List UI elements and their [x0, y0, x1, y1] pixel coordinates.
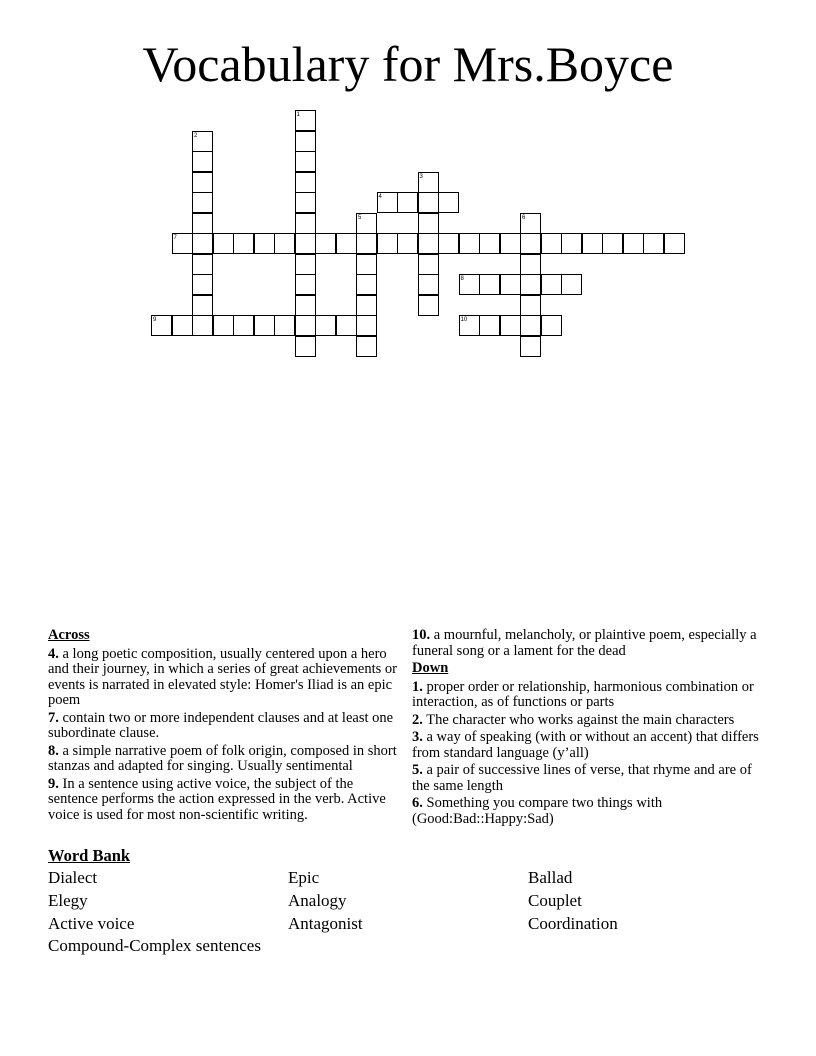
clue-number: 6.	[412, 795, 423, 811]
grid-cell[interactable]	[479, 274, 500, 295]
word-bank-item: Couplet	[528, 891, 582, 910]
grid-clue-number: 5	[358, 214, 362, 221]
grid-cell[interactable]	[315, 233, 336, 254]
clue-number: 4.	[48, 645, 59, 662]
grid-clue-number: 10	[460, 317, 468, 323]
grid-cell[interactable]	[602, 233, 623, 254]
grid-cell[interactable]	[356, 233, 377, 254]
grid-clue-number: 6	[522, 214, 526, 221]
grid-cell[interactable]	[295, 315, 316, 336]
grid-cell[interactable]	[295, 131, 316, 152]
grid-cell[interactable]	[192, 213, 213, 234]
down-heading: Down	[412, 660, 449, 676]
clue-number: 8.	[48, 742, 59, 759]
grid-cell[interactable]	[356, 254, 377, 275]
clue-text: a long poetic composition, usually centered upon a hero and their journey, in which a series of great achievements or events is narrated in elevated style: Homer's Iliad is an epic poem	[48, 645, 397, 708]
grid-cell[interactable]	[500, 233, 521, 254]
clue-number: 7.	[48, 709, 59, 726]
word-bank-title: Word Bank	[48, 846, 131, 865]
clue-number: 9.	[48, 775, 59, 792]
clue-number: 3.	[412, 729, 423, 745]
grid-cell[interactable]	[561, 274, 582, 295]
grid-cell[interactable]	[274, 233, 295, 254]
grid-clue-number: 8	[460, 276, 464, 282]
clue-text: Something you compare two things with (Good:Bad::Happy:Sad)	[412, 795, 663, 827]
grid-cell[interactable]	[295, 254, 316, 275]
grid-cell[interactable]	[295, 192, 316, 213]
word-bank-item: Elegy	[48, 891, 88, 910]
clue-down-5	[412, 763, 762, 794]
clue-text: a mournful, melancholy, or plaintive poem, especially a funeral song or a lament for the dead	[412, 627, 757, 659]
grid-cell[interactable]	[438, 233, 459, 254]
grid-cell[interactable]	[397, 233, 418, 254]
grid-cell[interactable]	[520, 336, 541, 357]
clue-across-9	[48, 777, 400, 824]
word-bank-item: Ballad	[528, 868, 573, 887]
grid-cell[interactable]	[274, 315, 295, 336]
clue-number: 5.	[412, 762, 423, 778]
grid-cell[interactable]	[643, 233, 664, 254]
grid-cell[interactable]	[418, 254, 439, 275]
grid-clue-number: 2	[194, 132, 198, 139]
grid-cell[interactable]	[418, 213, 439, 234]
grid-cell[interactable]	[254, 233, 275, 254]
grid-cell[interactable]	[500, 274, 521, 295]
word-bank-item: Active voice	[48, 914, 135, 933]
grid-cell[interactable]	[418, 233, 439, 254]
clue-down-3	[412, 730, 762, 761]
grid-cell[interactable]	[192, 172, 213, 193]
grid-cell[interactable]	[418, 192, 439, 213]
grid-cell[interactable]	[233, 315, 254, 336]
grid-clue-number: 4	[378, 194, 382, 200]
grid-cell[interactable]	[192, 192, 213, 213]
clue-number: 10.	[412, 627, 431, 643]
word-bank-item: Analogy	[288, 891, 347, 910]
clue-number: 2.	[412, 711, 423, 728]
word-bank-item: Epic	[288, 868, 320, 887]
grid-clue-number: 3	[419, 173, 423, 180]
grid-cell[interactable]	[500, 315, 521, 336]
clue-across-10	[412, 628, 762, 659]
grid-cell[interactable]	[356, 295, 377, 316]
grid-cell[interactable]	[479, 315, 500, 336]
clue-down-2	[412, 713, 762, 729]
grid-cell[interactable]	[356, 315, 377, 336]
clue-text: contain two or more independent clauses and at least one subordinate clause.	[48, 709, 394, 741]
grid-cell[interactable]	[541, 233, 562, 254]
grid-cell[interactable]	[192, 254, 213, 275]
grid-cell[interactable]	[192, 274, 213, 295]
clue-across-7	[48, 711, 400, 742]
grid-clue-number: 1	[296, 112, 300, 118]
clue-text: a pair of successive lines of verse, that rhyme and are of the same length	[412, 762, 752, 794]
grid-cell[interactable]	[295, 151, 316, 172]
grid-cell[interactable]	[541, 274, 562, 295]
grid-cell[interactable]	[397, 192, 418, 213]
grid-cell[interactable]	[295, 274, 316, 295]
clue-text: a way of speaking (with or without an accent) that differs from standard language (y’all)	[412, 729, 759, 761]
grid-cell[interactable]	[479, 233, 500, 254]
grid-cell[interactable]	[623, 233, 644, 254]
grid-cell[interactable]	[356, 274, 377, 295]
clue-across-4	[48, 647, 400, 709]
grid-cell[interactable]	[541, 315, 562, 336]
crossword-grid[interactable]	[0, 0, 816, 380]
grid-cell[interactable]	[295, 233, 316, 254]
grid-cell[interactable]	[377, 233, 398, 254]
grid-cell[interactable]	[213, 233, 234, 254]
page-title: Vocabulary for Mrs.Boyce	[142, 36, 674, 92]
grid-cell[interactable]	[254, 315, 275, 336]
grid-cell[interactable]	[561, 233, 582, 254]
clue-text: a simple narrative poem of folk origin, composed in short stanzas and adapted for singing. Usually sentimental	[48, 742, 397, 774]
grid-cell[interactable]	[664, 233, 685, 254]
grid-cell[interactable]	[295, 336, 316, 357]
grid-cell[interactable]	[418, 274, 439, 295]
word-bank-item: Compound-Complex sentences	[48, 936, 261, 955]
grid-cell[interactable]	[520, 233, 541, 254]
grid-cell[interactable]	[192, 233, 213, 254]
clue-text: In a sentence using active voice, the subject of the sentence performs the action expressed in the verb. Active voice is used for most non-scientific writing.	[48, 775, 386, 823]
grid-cell[interactable]	[295, 213, 316, 234]
grid-cell[interactable]	[172, 315, 193, 336]
grid-cell[interactable]	[520, 295, 541, 316]
grid-cell[interactable]	[192, 315, 213, 336]
grid-cell[interactable]	[582, 233, 603, 254]
word-bank-item: Coordination	[528, 914, 618, 933]
clue-across-8	[48, 744, 400, 775]
grid-cell[interactable]	[438, 192, 459, 213]
grid-cell[interactable]	[192, 295, 213, 316]
grid-cell[interactable]	[459, 233, 480, 254]
grid-cell[interactable]	[213, 315, 234, 336]
grid-cell[interactable]	[233, 233, 254, 254]
clue-text: The character who works against the main characters	[426, 711, 735, 728]
grid-cell[interactable]	[418, 295, 439, 316]
grid-cell[interactable]	[520, 315, 541, 336]
grid-cell[interactable]	[520, 254, 541, 275]
grid-cell[interactable]	[295, 172, 316, 193]
grid-cell[interactable]	[192, 151, 213, 172]
grid-cell[interactable]	[520, 274, 541, 295]
grid-clue-number: 9	[153, 317, 157, 323]
clue-down-1	[412, 680, 762, 711]
grid-clue-number: 7	[173, 235, 177, 241]
grid-cell[interactable]	[336, 233, 357, 254]
grid-cell[interactable]	[315, 315, 336, 336]
clue-text: proper order or relationship, harmonious combination or interaction, as of functions or parts	[412, 678, 754, 710]
word-bank-item: Dialect	[48, 868, 98, 887]
grid-cell[interactable]	[356, 336, 377, 357]
clues-right-column	[412, 628, 762, 829]
across-heading: Across	[48, 627, 90, 643]
grid-cell[interactable]	[295, 295, 316, 316]
clue-number: 1.	[412, 678, 423, 695]
grid-cell[interactable]	[336, 315, 357, 336]
clues-left-column	[48, 628, 400, 825]
clue-down-6	[412, 796, 762, 827]
word-bank-item: Antagonist	[288, 914, 363, 933]
